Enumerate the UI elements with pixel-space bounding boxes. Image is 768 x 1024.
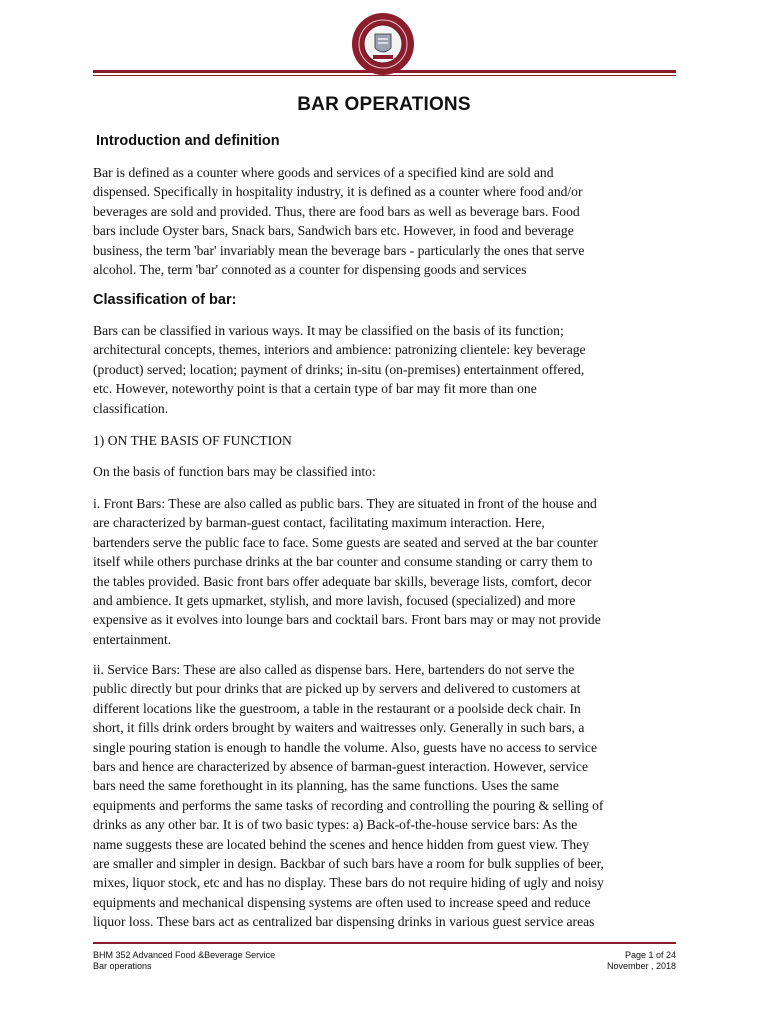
- text-line: equipments and performs the same tasks of recording and controlling the pouring & selling of: [93, 797, 604, 813]
- paragraph-service-bars: [93, 660, 676, 932]
- text-line: bars include Oyster bars, Snack bars, Sandwich bars etc. However, in food and beverage: [93, 223, 574, 239]
- text-line: entertainment.: [93, 631, 172, 647]
- text-line: alcohol. The, term 'bar' connoted as a counter for dispensing goods and services: [93, 262, 527, 278]
- text-line: equipments and mechanical dispensing systems are often used to increase speed and reduce: [93, 894, 591, 910]
- footer-rule: [93, 942, 676, 944]
- text-line: ii. Service Bars: These are also called as dispense bars. Here, bartenders do not serve the: [93, 662, 575, 677]
- text-line: On the basis of function bars may be classified into:: [93, 464, 376, 479]
- footer-date: November , 2018: [606, 961, 676, 971]
- text-line: the tables provided. Basic front bars offer adequate bar skills, beverage lists, comfort, decor: [93, 573, 592, 589]
- paragraph-front-bars: [93, 494, 676, 649]
- text-line: short, it fills drink orders brought by waiters and waitresses only. Generally in such bars, a: [93, 720, 585, 736]
- paragraph-introduction: [93, 163, 676, 279]
- text-line: liquor loss. These bars act as centralized bar dispensing drinks in various guest service areas: [93, 914, 595, 930]
- text-line: Bars can be classified in various ways. It may be classified on the basis of its function;: [93, 323, 564, 338]
- footer-left: [93, 950, 275, 972]
- footer-subject: Bar operations: [93, 961, 152, 971]
- text-line: are characterized by barman-guest contact, facilitating maximum interaction. Here,: [93, 515, 545, 531]
- footer-page-number: Page 1 of 24: [624, 950, 676, 960]
- text-line: 1) ON THE BASIS OF FUNCTION: [93, 433, 292, 448]
- text-line: Bar is defined as a counter where goods and services of a specified kind are sold and: [93, 165, 554, 180]
- header-rule: [93, 70, 676, 73]
- text-line: architectural concepts, themes, interiors and ambience: patronizing clientele: key beverage: [93, 342, 586, 358]
- text-line: business, the term 'bar' invariably mean the beverage bars - particularly the ones that serve: [93, 242, 585, 258]
- text-line: dispensed. Specifically in hospitality industry, it is defined as a counter where food and/or: [93, 184, 583, 200]
- text-line: beverages are sold and provided. Thus, there are food bars as well as beverage bars. Food: [93, 203, 580, 219]
- text-line: name suggests these are located behind the scenes and hence hidden from guest view. They: [93, 836, 590, 852]
- paragraph-classification: [93, 321, 676, 418]
- text-line: public directly but pour drinks that are picked up by servers and delivered to customers at: [93, 681, 581, 697]
- text-line: mixes, liquor stock, etc and has no display. These bars do not require hiding of ugly and noisy: [93, 875, 604, 891]
- text-line: and ambience. It gets upmarket, stylish, and more lavish, focused (specialized) and more: [93, 593, 576, 609]
- section-heading-introduction: Introduction and definition: [96, 133, 280, 149]
- text-line: drinks as any other bar. It is of two basic types: a) Back-of-the-house service bars: As the: [93, 817, 578, 833]
- text-line: different locations like the guestroom, a table in the restaurant or a poolside deck chair. In: [93, 700, 581, 716]
- footer-course: BHM 352 Advanced Food &Beverage Service: [93, 950, 276, 960]
- header-rule-thin: [93, 75, 676, 76]
- text-line: etc. However, noteworthy point is that a certain type of bar may fit more than one: [93, 381, 537, 397]
- subheading-function: [93, 431, 676, 450]
- text-line: are smaller and simpler in design. Backbar of such bars have a room for bulk supplies of beer,: [93, 856, 604, 872]
- text-line: (product) served; location; payment of drinks; in-situ (on-premises) entertainment offered,: [93, 361, 585, 377]
- text-line: single pouring station is enough to handle the volume. Also, guests have no access to service: [93, 739, 598, 755]
- text-line: itself while others purchase drinks at the bar counter and consume standing or carry them to: [93, 554, 593, 570]
- text-line: bartenders serve the public face to face. Some guests are seated and served at the bar counter: [93, 534, 598, 550]
- paragraph-function-intro: [93, 462, 676, 481]
- section-heading-classification: Classification of bar:: [93, 292, 237, 308]
- page-header: [0, 0, 768, 80]
- institution-seal-icon: [351, 12, 415, 76]
- text-line: bars need the same forethought in its planning, has the same functions. Uses the same: [93, 778, 559, 794]
- footer-right: [607, 950, 676, 972]
- text-line: expensive as it evolves into lounge bars and cocktail bars. Front bars may or may not provide: [93, 612, 601, 628]
- text-line: classification.: [93, 400, 169, 416]
- page-title: BAR OPERATIONS: [297, 94, 471, 115]
- text-line: i. Front Bars: These are also called as public bars. They are situated in front of the house and: [93, 496, 597, 511]
- text-line: bars and hence are characterized by absence of barman-guest interaction. However, service: [93, 759, 588, 775]
